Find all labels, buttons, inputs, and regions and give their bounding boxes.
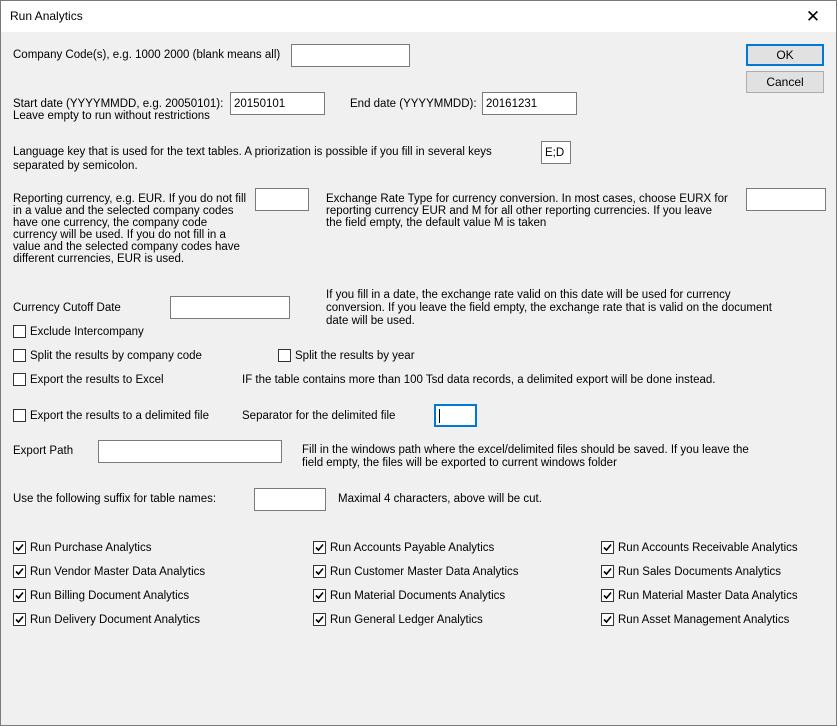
reporting-currency-input[interactable]	[255, 188, 309, 211]
run-delivery-document-analytics-checkbox[interactable]	[13, 613, 200, 627]
checkmark-icon	[601, 565, 614, 578]
language-key-input[interactable]	[541, 141, 571, 164]
checkmark-icon	[13, 613, 26, 626]
exchange-rate-label: Exchange Rate Type for currency conversion. In most cases, choose EURX for reporting currency EUR and M for all other reporting currencies. If you leave the field empty, the default value M is taken	[326, 193, 728, 229]
currency-cutoff-label: Currency Cutoff Date	[13, 302, 121, 314]
suffix-hint: Maximal 4 characters, above will be cut.	[338, 493, 542, 505]
checkbox-unchecked-icon	[13, 349, 26, 362]
excel-hint: IF the table contains more than 100 Tsd data records, a delimited export will be done instead.	[242, 374, 716, 386]
checkmark-icon	[601, 589, 614, 602]
ok-button[interactable]: OK	[746, 44, 824, 66]
checkmark-icon	[313, 541, 326, 554]
run-material-master-data-analytics-label: Run Material Master Data Analytics	[618, 590, 798, 602]
run-purchase-analytics-label: Run Purchase Analytics	[30, 542, 152, 554]
export-path-input[interactable]	[98, 440, 282, 463]
company-code-label: Company Code(s), e.g. 1000 2000 (blank means all)	[13, 49, 281, 61]
checkmark-icon	[313, 565, 326, 578]
split-company-checkbox[interactable]	[13, 349, 202, 363]
run-accounts-receivable-analytics-checkbox[interactable]	[601, 541, 798, 555]
run-material-documents-analytics-label: Run Material Documents Analytics	[330, 590, 506, 602]
export-delimited-checkbox[interactable]	[13, 409, 209, 423]
window-title: Run Analytics	[10, 9, 83, 23]
checkbox-unchecked-icon	[13, 325, 26, 338]
run-vendor-master-data-analytics-label: Run Vendor Master Data Analytics	[30, 566, 206, 578]
checkmark-icon	[13, 541, 26, 554]
title-bar	[1, 1, 836, 32]
text-cursor	[439, 409, 440, 423]
separator-label: Separator for the delimited file	[242, 410, 396, 422]
checkmark-icon	[313, 613, 326, 626]
exclude-intercompany-checkbox[interactable]	[13, 325, 144, 339]
run-material-documents-analytics-checkbox[interactable]	[313, 589, 505, 603]
exclude-intercompany-label: Exclude Intercompany	[30, 326, 144, 338]
run-accounts-receivable-analytics-label: Run Accounts Receivable Analytics	[618, 542, 798, 554]
run-asset-management-analytics-checkbox[interactable]	[601, 613, 789, 627]
checkmark-icon	[601, 613, 614, 626]
reporting-currency-label: Reporting currency, e.g. EUR. If you do not fill in a value and the selected company codes have one currency, the company code currency will be used. If you do not fill in a value and the selected company codes have different currencies, EUR is used.	[13, 193, 247, 265]
run-sales-documents-analytics-label: Run Sales Documents Analytics	[618, 566, 781, 578]
run-accounts-payable-analytics-label: Run Accounts Payable Analytics	[330, 542, 495, 554]
currency-cutoff-hint: If you fill in a date, the exchange rate valid on this date will be used for currency conversion. If you leave the field empty, the exchange rate that is valid on the document date will be used.	[326, 289, 772, 327]
run-general-ledger-analytics-label: Run General Ledger Analytics	[330, 614, 483, 626]
checkmark-icon	[313, 589, 326, 602]
export-path-label: Export Path	[13, 445, 74, 457]
export-excel-label: Export the results to Excel	[30, 374, 164, 386]
run-sales-documents-analytics-checkbox[interactable]	[601, 565, 781, 579]
suffix-label: Use the following suffix for table names:	[13, 493, 217, 505]
close-icon[interactable]: ✕	[805, 7, 821, 26]
export-excel-checkbox[interactable]	[13, 373, 164, 387]
language-key-label: Language key that is used for the text tables. A priorization is possible if you fill in several keys separated by semicolon.	[13, 146, 492, 172]
currency-cutoff-input[interactable]	[170, 296, 290, 319]
split-year-label: Split the results by year	[295, 350, 415, 362]
run-delivery-document-analytics-label: Run Delivery Document Analytics	[30, 614, 201, 626]
split-year-checkbox[interactable]	[278, 349, 415, 363]
start-date-input[interactable]	[230, 92, 325, 115]
end-date-label: End date (YYYYMMDD):	[350, 98, 477, 110]
checkbox-unchecked-icon	[13, 373, 26, 386]
start-date-hint: Leave empty to run without restrictions	[13, 110, 210, 122]
run-accounts-payable-analytics-checkbox[interactable]	[313, 541, 494, 555]
cancel-button[interactable]: Cancel	[746, 71, 824, 93]
export-path-hint: Fill in the windows path where the excel/delimited files should be saved. If you leave the field empty, the files will be exported to current windows folder	[302, 444, 749, 469]
split-company-label: Split the results by company code	[30, 350, 202, 362]
end-date-input[interactable]	[482, 92, 577, 115]
separator-input[interactable]	[434, 404, 477, 427]
export-delimited-label: Export the results to a delimited file	[30, 410, 209, 422]
checkmark-icon	[13, 565, 26, 578]
checkmark-icon	[13, 589, 26, 602]
run-asset-management-analytics-label: Run Asset Management Analytics	[618, 614, 790, 626]
suffix-input[interactable]	[254, 488, 326, 511]
run-general-ledger-analytics-checkbox[interactable]	[313, 613, 483, 627]
run-purchase-analytics-checkbox[interactable]	[13, 541, 151, 555]
checkbox-unchecked-icon	[13, 409, 26, 422]
start-date-label: Start date (YYYYMMDD, e.g. 20050101):	[13, 98, 224, 110]
checkbox-unchecked-icon	[278, 349, 291, 362]
run-customer-master-data-analytics-label: Run Customer Master Data Analytics	[330, 566, 519, 578]
run-vendor-master-data-analytics-checkbox[interactable]	[13, 565, 205, 579]
company-code-input[interactable]	[291, 44, 410, 67]
exchange-rate-input[interactable]	[746, 188, 826, 211]
run-billing-document-analytics-label: Run Billing Document Analytics	[30, 590, 190, 602]
run-material-master-data-analytics-checkbox[interactable]	[601, 589, 798, 603]
run-billing-document-analytics-checkbox[interactable]	[13, 589, 189, 603]
run-customer-master-data-analytics-checkbox[interactable]	[313, 565, 519, 579]
checkmark-icon	[601, 541, 614, 554]
